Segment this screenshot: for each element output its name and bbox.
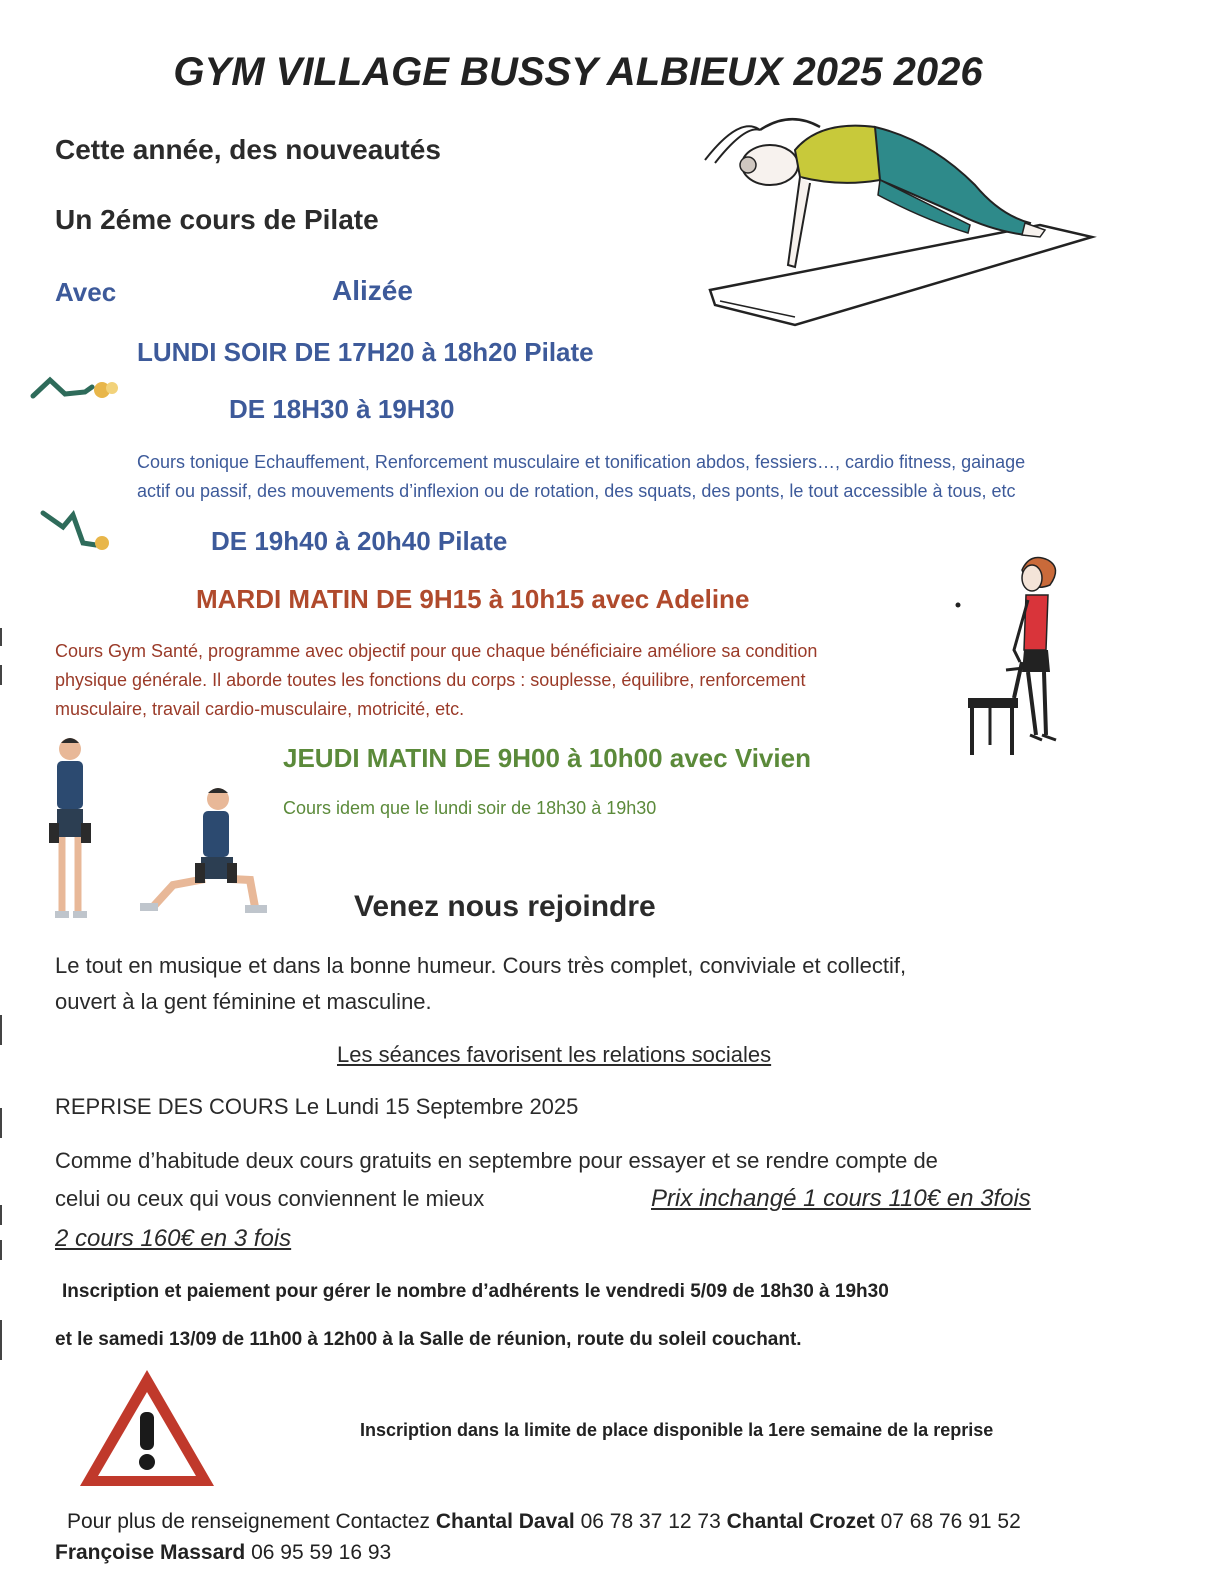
pilates-floor-icon <box>30 372 120 402</box>
pricing-line-2: celui ou ceux qui vous conviennent le mieux <box>55 1186 485 1211</box>
mardi-desc-line-2: physique générale. Il aborde toutes les fonctions du corps : souplesse, équilibre, renforcement <box>55 670 806 690</box>
contact-prefix: Pour plus de renseignement Contactez <box>67 1510 436 1533</box>
scan-edge-mark <box>0 1205 2 1225</box>
price-one-course: Prix inchangé 1 cours 110€ en 3fois <box>651 1185 1031 1212</box>
mardi-desc-line-3: musculaire, travail cardio-musculaire, motricité, etc. <box>55 699 465 719</box>
contact-name-1: Chantal Daval <box>435 1510 575 1533</box>
scan-edge-mark <box>0 1108 2 1138</box>
woman-chair-exercise-illustration <box>950 550 1080 765</box>
scan-edge-mark <box>0 1240 2 1260</box>
join-heading: Venez nous rejoindre <box>354 890 656 923</box>
warning-triangle-icon <box>76 1366 218 1492</box>
social-relations-note: Les séances favorisent les relations sociales <box>337 1042 772 1067</box>
contact-phone-1: 06 78 37 12 73 <box>574 1510 727 1533</box>
intro-line-2: Un 2éme cours de Pilate <box>55 204 379 235</box>
inscription-line-1: Inscription et paiement pour gérer le nombre d’adhérents le vendredi 5/09 de 18h30 à 19h30 <box>62 1281 889 1302</box>
side-plank-illustration <box>700 105 1100 330</box>
contact-line-2 <box>55 1541 391 1565</box>
avec-label: Avec <box>55 277 117 307</box>
pricing-line-1: Comme d’habitude deux cours gratuits en septembre pour essayer et se rendre compte de <box>55 1148 938 1173</box>
join-line-1: Le tout en musique et dans la bonne humeur. Cours très complet, conviviale et collectif, <box>55 953 907 978</box>
pilates-leg-raise-icon <box>38 505 118 555</box>
contact-name-2: Chantal Crozet <box>726 1510 875 1533</box>
mardi-heading: MARDI MATIN DE 9H15 à 10h15 avec Adeline <box>196 584 750 614</box>
price-two-courses: 2 cours 160€ en 3 fois <box>55 1225 292 1252</box>
scan-edge-mark <box>0 1015 2 1045</box>
contact-phone-3: 06 95 59 16 93 <box>245 1541 392 1564</box>
contact-line-1 <box>67 1510 1021 1534</box>
lundi-slot-1: LUNDI SOIR DE 17H20 à 18h20 Pilate <box>137 337 594 367</box>
scan-edge-mark <box>0 1320 2 1360</box>
reprise-date: REPRISE DES COURS Le Lundi 15 Septembre 2025 <box>55 1094 579 1119</box>
mardi-desc-line-1: Cours Gym Santé, programme avec objectif pour que chaque bénéficiaire améliore sa condition <box>55 641 818 661</box>
intro-line-1: Cette année, des nouveautés <box>55 134 441 165</box>
inscription-warning: Inscription dans la limite de place disponible la 1ere semaine de la reprise <box>360 1420 994 1440</box>
teacher-name-alizee: Alizée <box>332 275 413 306</box>
jeudi-heading: JEUDI MATIN DE 9H00 à 10h00 avec Vivien <box>283 743 811 773</box>
jeudi-desc: Cours idem que le lundi soir de 18h30 à 19h30 <box>283 798 657 818</box>
scan-edge-mark <box>0 665 2 685</box>
scan-edge-mark <box>0 628 2 646</box>
page-title: GYM VILLAGE BUSSY ALBIEUX 2025 2026 <box>173 50 983 94</box>
man-lunge-dumbbell-illustration <box>45 735 275 925</box>
inscription-line-2: et le samedi 13/09 de 11h00 à 12h00 à la Salle de réunion, route du soleil couchant. <box>55 1329 802 1350</box>
contact-name-3: Françoise Massard <box>55 1541 246 1564</box>
join-line-2: ouvert à la gent féminine et masculine. <box>55 989 432 1014</box>
lundi-slot-3: DE 19h40 à 20h40 Pilate <box>211 526 508 556</box>
lundi-desc-line-1: Cours tonique Echauffement, Renforcement musculaire et tonification abdos, fessiers…, cardio fitness, gainage <box>137 452 1026 472</box>
lundi-desc-line-2: actif ou passif, des mouvements d’inflexion ou de rotation, des squats, des ponts, le tout accessible à tous, etc <box>137 481 1016 501</box>
lundi-slot-2: DE 18H30 à 19H30 <box>229 394 455 424</box>
contact-phone-2: 07 68 76 91 52 <box>874 1510 1021 1533</box>
